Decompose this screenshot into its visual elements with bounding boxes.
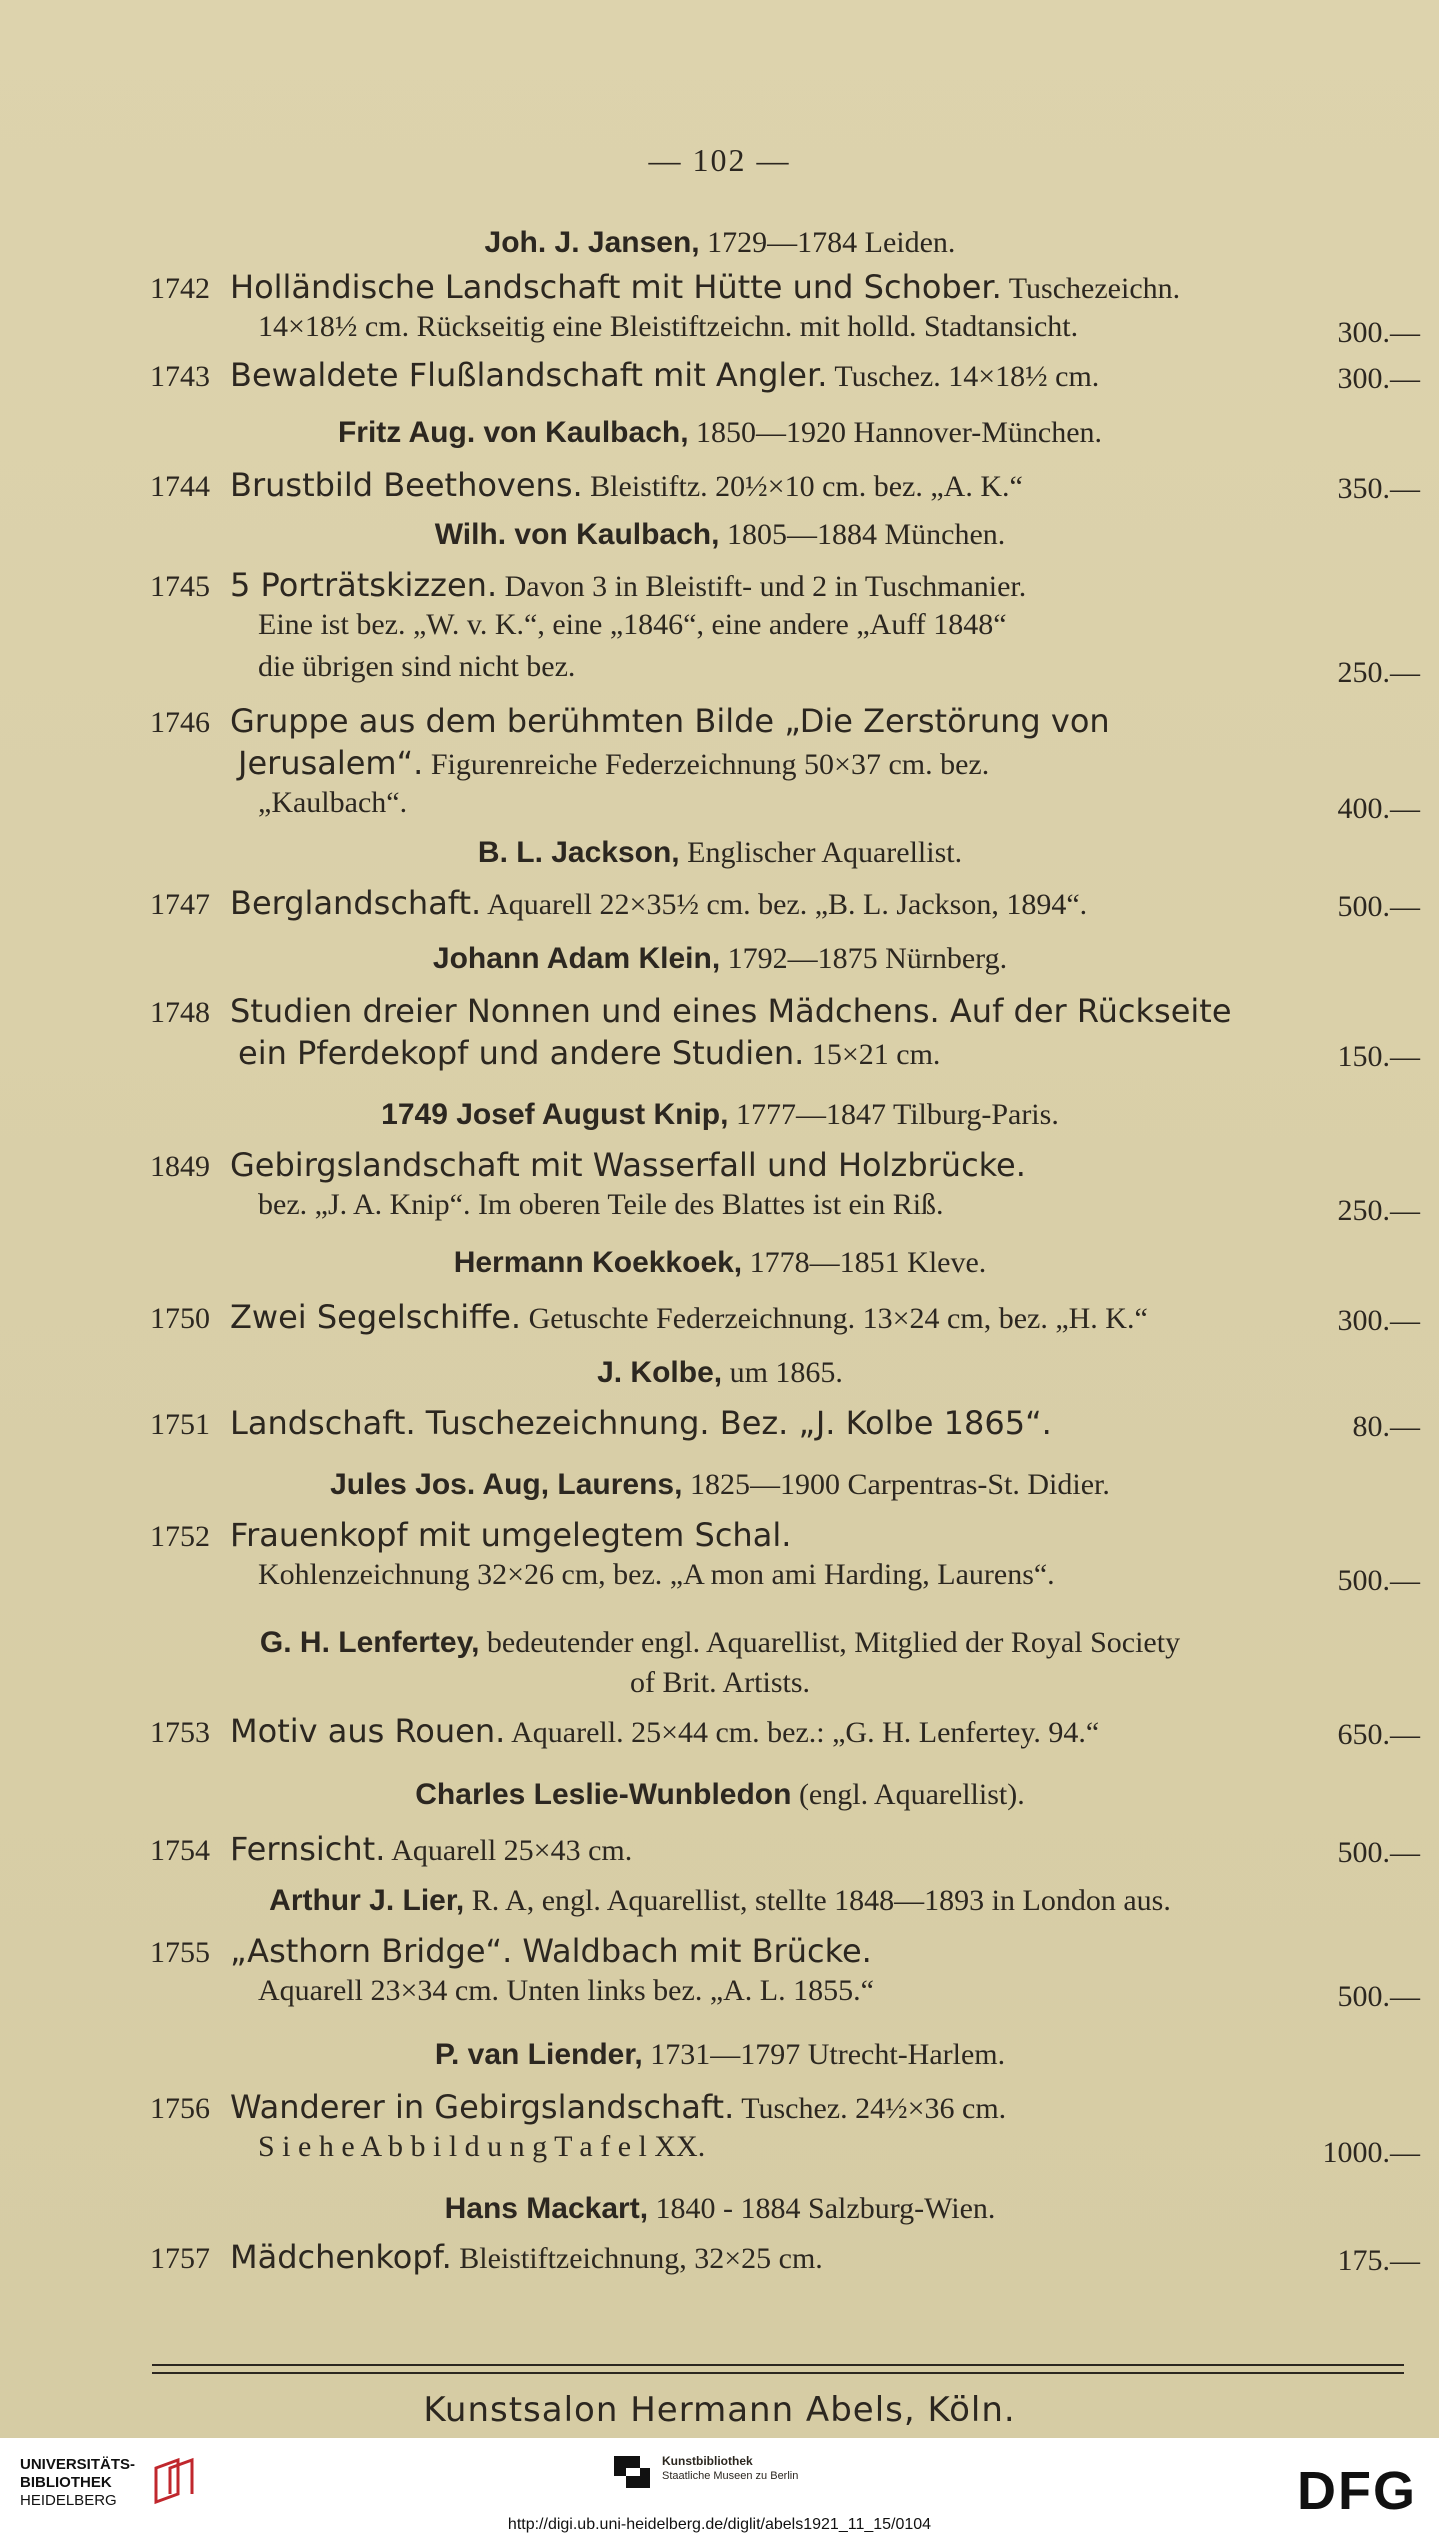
artist-heading bbox=[120, 836, 1320, 870]
entry-line bbox=[150, 608, 1007, 642]
artist-info: 1729—1784 Leiden. bbox=[699, 226, 956, 259]
lot-title: Berglandschaft. bbox=[230, 884, 482, 922]
entry-line bbox=[150, 884, 1087, 922]
lot-description: Davon 3 in Bleistift- und 2 in Tuschmanier. bbox=[497, 570, 1027, 603]
artist-heading bbox=[120, 1468, 1320, 1502]
lot-title: Gebirgslandschaft mit Wasserfall und Holzbrücke. bbox=[230, 1146, 1026, 1184]
lot-price: 500.— bbox=[1337, 1836, 1420, 1869]
artist-name: J. Kolbe, bbox=[597, 1356, 723, 1389]
artist-name: P. van Liender, bbox=[434, 2038, 643, 2071]
ub-logo-line2: BIBLIOTHEK bbox=[20, 2474, 112, 2491]
artist-name: Joh. J. Jansen, bbox=[484, 226, 700, 259]
lot-price: 300.— bbox=[1337, 315, 1420, 349]
lot-title: ein Pferdekopf und andere Studien. bbox=[238, 1033, 805, 1072]
lot-description: Aquarell 22×35½ cm. bez. „B. L. Jackson, 1894“. bbox=[481, 888, 1088, 921]
artist-heading bbox=[120, 1356, 1320, 1390]
artist-info: 1778—1851 Kleve. bbox=[742, 1246, 987, 1279]
artist-name: Fritz Aug. von Kaulbach, bbox=[337, 416, 689, 449]
lot-description: Bleistiftz. 20½×10 cm. bez. „A. K.“ bbox=[582, 470, 1023, 503]
artist-heading bbox=[120, 226, 1320, 260]
lot-description: Aquarell. 25×44 cm. bez.: „G. H. Lenfertey. 94.“ bbox=[505, 1716, 1100, 1749]
lot-number: 1757 bbox=[150, 2242, 210, 2275]
lot-price: 175.— bbox=[1337, 2244, 1420, 2277]
entry-line bbox=[150, 992, 1232, 1030]
lot-price: 500.— bbox=[1337, 1563, 1420, 1597]
ub-mark-icon bbox=[148, 2454, 198, 2508]
lot-description: Tuschez. 24½×36 cm. bbox=[734, 2092, 1007, 2125]
lot-title: Bewaldete Flußlandschaft mit Angler. bbox=[230, 356, 828, 394]
lot-title: Brustbild Beethovens. bbox=[230, 466, 583, 504]
entry-line bbox=[150, 1146, 1026, 1184]
lot-title: Holländische Landschaft mit Hütte und Schober. bbox=[230, 268, 1002, 306]
entry-line bbox=[150, 1558, 1055, 1592]
artist-name: B. L. Jackson, bbox=[477, 836, 680, 869]
artist-info: 1792—1875 Nürnberg. bbox=[720, 942, 1008, 975]
lot-title: Studien dreier Nonnen und eines Mädchens. Auf der Rückseite bbox=[230, 992, 1232, 1030]
artist-name: 1749 Josef August Knip, bbox=[381, 1098, 729, 1131]
lot-title: Frauenkopf mit umgelegtem Schal. bbox=[230, 1516, 792, 1554]
lot-description: Tuschezeichn. bbox=[1001, 272, 1181, 305]
lot-description: die übrigen sind nicht bez. bbox=[258, 649, 576, 683]
lot-title: Motiv aus Rouen. bbox=[230, 1712, 506, 1750]
artist-heading bbox=[120, 2038, 1320, 2072]
artist-info: Englischer Aquarellist. bbox=[679, 836, 963, 869]
lot-price: 500.— bbox=[1337, 890, 1420, 923]
lot-number: 1849 bbox=[150, 1150, 210, 1183]
artist-info-cont: of Brit. Artists. bbox=[629, 1666, 810, 1699]
dfg-logo[interactable]: DFG bbox=[1297, 2461, 1417, 2521]
entry-line bbox=[150, 356, 1099, 394]
lot-title: Mädchenkopf. bbox=[230, 2238, 452, 2276]
lot-title: Zwei Segelschiffe. bbox=[230, 1298, 522, 1336]
artist-name: Wilh. von Kaulbach, bbox=[434, 518, 720, 551]
entry-line bbox=[150, 1932, 872, 1970]
artist-name: Hans Mackart, bbox=[444, 2192, 649, 2225]
artist-info: 1850—1920 Hannover-München. bbox=[688, 416, 1103, 449]
lot-number: 1747 bbox=[150, 888, 210, 921]
artist-name: G. H. Lenfertey, bbox=[259, 1626, 480, 1659]
entry-line bbox=[150, 1298, 1148, 1336]
lot-price: 650.— bbox=[1337, 1718, 1420, 1751]
lot-price: 250.— bbox=[1337, 655, 1420, 689]
lot-number: 1753 bbox=[150, 1716, 210, 1749]
lot-number: 1756 bbox=[150, 2092, 210, 2125]
entry-line bbox=[150, 2238, 823, 2276]
lot-description: „Kaulbach“. bbox=[258, 785, 408, 819]
entry-line bbox=[150, 1404, 1052, 1442]
lot-description: Figurenreiche Federzeichnung 50×37 cm. bez. bbox=[423, 747, 990, 781]
kunstbibliothek-icon bbox=[612, 2452, 652, 2492]
entry-line bbox=[150, 466, 1023, 504]
lot-number: 1748 bbox=[150, 996, 210, 1029]
artist-name: Arthur J. Lier, bbox=[269, 1884, 465, 1917]
artist-info: (engl. Aquarellist). bbox=[791, 1778, 1025, 1811]
entry-line bbox=[150, 786, 407, 820]
lot-description: Kohlenzeichnung 32×26 cm, bez. „A mon ami Harding, Laurens“. bbox=[258, 1557, 1055, 1591]
artist-info: 1731—1797 Utrecht-Harlem. bbox=[642, 2038, 1006, 2071]
entry-line bbox=[150, 650, 575, 684]
entry-line bbox=[150, 702, 1110, 740]
kb-line2: Staatliche Museen zu Berlin bbox=[662, 2470, 799, 2482]
lot-description: Aquarell 23×34 cm. Unten links bez. „A. L. 1855.“ bbox=[258, 1973, 874, 2007]
artist-heading bbox=[120, 2192, 1320, 2226]
lot-description: Tuschez. 14×18½ cm. bbox=[827, 360, 1100, 393]
entry-line bbox=[150, 1188, 944, 1222]
kunstbibliothek-logo[interactable] bbox=[662, 2454, 798, 2483]
entry-line bbox=[150, 268, 1180, 306]
viewer-bottom-bar bbox=[0, 2438, 1439, 2542]
lot-price: 300.— bbox=[1337, 1304, 1420, 1337]
lot-number: 1751 bbox=[150, 1408, 210, 1441]
artist-name: Jules Jos. Aug, Laurens, bbox=[330, 1468, 683, 1501]
lot-number: 1742 bbox=[150, 272, 210, 305]
artist-heading bbox=[120, 416, 1320, 450]
lot-title: „Asthorn Bridge“. Waldbach mit Brücke. bbox=[230, 1932, 872, 1970]
entry-line bbox=[150, 2130, 705, 2164]
lot-title: Wanderer in Gebirgslandschaft. bbox=[230, 2088, 735, 2126]
lot-number: 1754 bbox=[150, 1834, 210, 1867]
lot-price: 150.— bbox=[1337, 1039, 1420, 1073]
entry-line bbox=[150, 1974, 874, 2008]
artist-info: 1777—1847 Tilburg-Paris. bbox=[728, 1098, 1059, 1131]
lot-description: bez. „J. A. Knip“. Im oberen Teile des Blattes ist ein Riß. bbox=[258, 1187, 944, 1221]
lot-price: 400.— bbox=[1337, 791, 1420, 825]
lot-title: Jerusalem“. bbox=[238, 743, 424, 782]
lot-description: Eine ist bez. „W. v. K.“, eine „1846“, eine andere „Auff 1848“ bbox=[258, 607, 1007, 641]
entry-line bbox=[150, 1712, 1099, 1750]
lot-price: 300.— bbox=[1337, 362, 1420, 395]
artist-heading bbox=[120, 1778, 1320, 1812]
footer-rule-top bbox=[152, 2364, 1404, 2366]
artist-name: Charles Leslie-Wunbledon bbox=[415, 1778, 792, 1811]
entry-line bbox=[150, 1516, 791, 1554]
lot-number: 1752 bbox=[150, 1520, 210, 1553]
lot-title: Landschaft. Tuschezeichnung. Bez. „J. Kolbe 1865“. bbox=[230, 1404, 1052, 1442]
entry-line bbox=[150, 2088, 1006, 2126]
ub-logo-line1: UNIVERSITÄTS- bbox=[20, 2456, 136, 2473]
lot-number: 1745 bbox=[150, 570, 210, 603]
artist-heading bbox=[120, 1098, 1320, 1132]
artist-name: Johann Adam Klein, bbox=[432, 942, 721, 975]
entry-line bbox=[150, 566, 1026, 604]
artist-info: 1840 - 1884 Salzburg-Wien. bbox=[648, 2192, 996, 2225]
lot-number: 1750 bbox=[150, 1302, 210, 1335]
lot-description: Aquarell 25×43 cm. bbox=[385, 1834, 633, 1867]
artist-heading bbox=[120, 518, 1320, 552]
lot-description: 14×18½ cm. Rückseitig eine Bleistiftzeichn. mit holld. Stadtansicht. bbox=[258, 309, 1079, 343]
ub-logo-line3: HEIDELBERG bbox=[20, 2492, 117, 2509]
kb-line1: Kunstbibliothek bbox=[662, 2454, 753, 2468]
lot-number: 1746 bbox=[150, 706, 210, 739]
lot-price: 80.— bbox=[1352, 1410, 1420, 1443]
artist-info: bedeutender engl. Aquarellist, Mitglied der Royal Society bbox=[479, 1626, 1181, 1659]
lot-title: Fernsicht. bbox=[230, 1830, 386, 1868]
artist-name: Hermann Koekkoek, bbox=[453, 1246, 743, 1279]
page-url[interactable]: http://digi.ub.uni-heidelberg.de/diglit/abels1921_11_15/0104 bbox=[507, 2516, 932, 2533]
entry-line bbox=[150, 310, 1078, 344]
artist-info: R. A, engl. Aquarellist, stellte 1848—1893 in London aus. bbox=[464, 1884, 1171, 1917]
page-number: — 102 — bbox=[648, 142, 791, 178]
ub-heidelberg-logo[interactable] bbox=[20, 2456, 135, 2510]
lot-price: 350.— bbox=[1337, 472, 1420, 505]
artist-info: 1825—1900 Carpentras-St. Didier. bbox=[682, 1468, 1110, 1501]
artist-heading bbox=[120, 942, 1320, 976]
lot-number: 1744 bbox=[150, 470, 210, 503]
entry-line bbox=[150, 1034, 940, 1072]
lot-price: 1000.— bbox=[1322, 2135, 1420, 2169]
lot-description: Bleistiftzeichnung, 32×25 cm. bbox=[451, 2242, 823, 2275]
lot-description: Getuschte Federzeichnung. 13×24 cm, bez. „H. K.“ bbox=[521, 1302, 1148, 1335]
entry-line bbox=[150, 1830, 632, 1868]
lot-description: 15×21 cm. bbox=[804, 1037, 941, 1071]
lot-number: 1743 bbox=[150, 360, 210, 393]
artist-heading bbox=[120, 1246, 1320, 1280]
entry-line bbox=[150, 744, 989, 782]
footer-publisher: Kunstsalon Hermann Abels, Köln. bbox=[423, 2390, 1016, 2430]
lot-title: Gruppe aus dem berühmten Bilde „Die Zerstörung von bbox=[230, 702, 1110, 740]
lot-price: 500.— bbox=[1337, 1979, 1420, 2013]
lot-title: 5 Porträtskizzen. bbox=[230, 566, 498, 604]
artist-info: um 1865. bbox=[722, 1356, 843, 1389]
artist-heading bbox=[120, 1884, 1320, 1918]
footer-rule-bottom bbox=[152, 2372, 1404, 2374]
lot-number: 1755 bbox=[150, 1936, 210, 1969]
lot-description: S i e h e A b b i l d u n g T a f e l XX. bbox=[258, 2129, 706, 2163]
lot-price: 250.— bbox=[1337, 1193, 1420, 1227]
artist-info: 1805—1884 München. bbox=[719, 518, 1006, 551]
artist-heading bbox=[120, 1626, 1320, 1660]
